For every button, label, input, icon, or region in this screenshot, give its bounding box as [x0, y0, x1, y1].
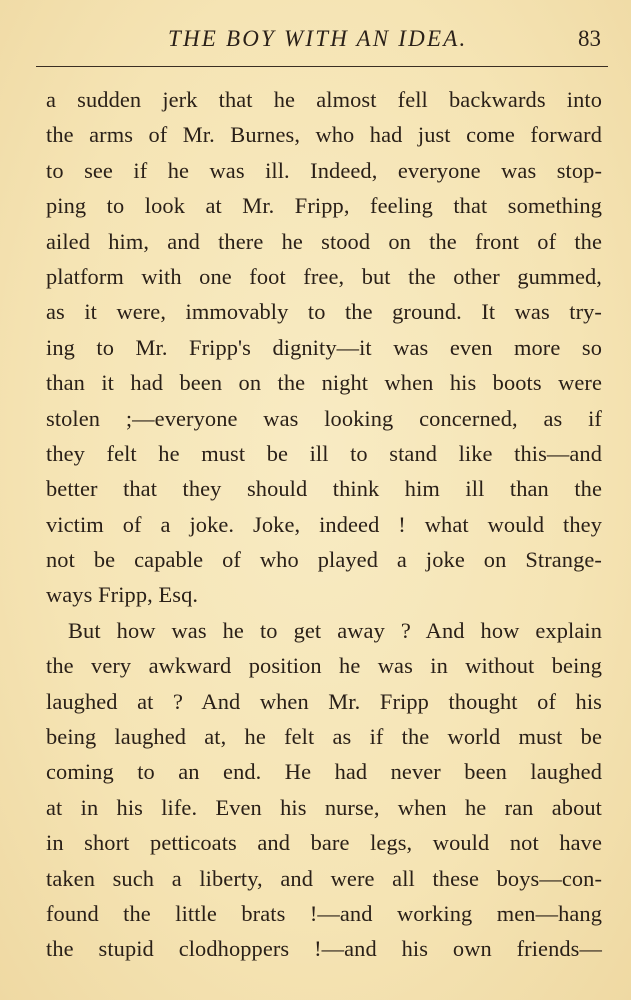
text-line: stolen ;—everyone was looking concerned, as if [46, 405, 602, 431]
running-head-title: THE BOY WITH AN IDEA. [168, 26, 468, 51]
text-line: not be capable of who played a joke on Strange- [46, 547, 602, 573]
text-line: But how was he to get away ? And how explain [68, 617, 602, 643]
body-text [46, 82, 602, 967]
text-line: ing to Mr. Fripp's dignity—it was even more so [46, 334, 602, 360]
text-line: victim of a joke. Joke, indeed ! what would they [46, 511, 602, 537]
text-line: the stupid clodhoppers !—and his own friends— [46, 936, 602, 962]
text-line: in short petticoats and bare legs, would not have [46, 830, 602, 856]
text-line: they felt he must be ill to stand like this—and [46, 440, 602, 466]
text-line: the very awkward position he was in without being [46, 653, 602, 679]
text-line: a sudden jerk that he almost fell backwards into [46, 87, 602, 112]
text-line: coming to an end. He had never been laughed [46, 759, 602, 785]
text-line: the arms of Mr. Burnes, who had just come forward [46, 122, 602, 148]
text-line: ways Fripp, Esq. [46, 582, 199, 608]
text-line: ailed him, and there he stood on the front of the [46, 228, 602, 254]
text-line: taken such a liberty, and were all these boys—con- [46, 865, 602, 891]
text-line: being laughed at, he felt as if the world must be [46, 724, 602, 750]
header-rule [36, 66, 608, 67]
text-line: found the little brats !—and working men—hang [46, 900, 602, 926]
text-line: to see if he was ill. Indeed, everyone was stop- [46, 157, 602, 183]
page-number: 83 [578, 26, 601, 51]
text-line: laughed at ? And when Mr. Fripp thought of his [46, 688, 602, 714]
text-line: at in his life. Even his nurse, when he ran about [46, 794, 602, 820]
text-line: as it were, immovably to the ground. It was try- [46, 299, 602, 325]
running-head [0, 26, 631, 60]
text-line: ping to look at Mr. Fripp, feeling that something [46, 193, 602, 219]
text-line: platform with one foot free, but the other gummed, [46, 263, 602, 289]
text-line: better that they should think him ill than the [46, 476, 602, 502]
text-line: than it had been on the night when his boots were [46, 370, 602, 396]
